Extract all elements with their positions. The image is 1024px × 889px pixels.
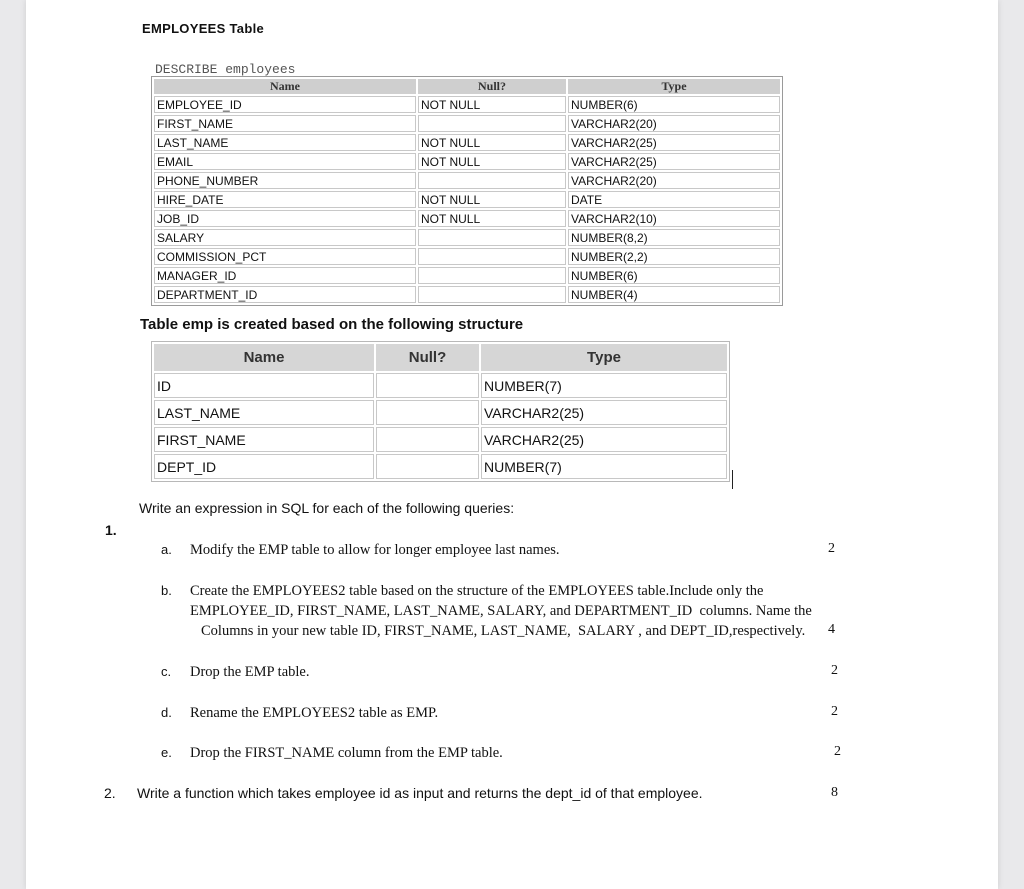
cell-name: FIRST_NAME <box>154 427 374 452</box>
cell-type: NUMBER(7) <box>481 373 727 398</box>
table-header-row <box>154 79 780 94</box>
question-part-letter: b. <box>161 583 172 598</box>
question-part-letter: c. <box>161 664 172 679</box>
cell-type: VARCHAR2(25) <box>481 427 727 452</box>
table-row <box>154 210 780 227</box>
question-part-text: Columns in your new table ID, FIRST_NAME, LAST_NAME, SALARY , and DEPT_ID,respectively. <box>201 623 806 639</box>
question-part-letter: a. <box>161 542 172 557</box>
question-part-letter: e. <box>161 745 172 760</box>
cell-type: VARCHAR2(20) <box>568 172 780 189</box>
cell-null <box>418 229 566 246</box>
question-part-marks: 2 <box>831 663 838 678</box>
cell-name: FIRST_NAME <box>154 115 416 132</box>
table-row <box>154 286 780 303</box>
cell-type: VARCHAR2(25) <box>481 400 727 425</box>
question-part-text: EMPLOYEE_ID, FIRST_NAME, LAST_NAME, SALARY, and DEPARTMENT_ID columns. Name the <box>190 603 812 619</box>
cell-type: NUMBER(8,2) <box>568 229 780 246</box>
cell-name: EMAIL <box>154 153 416 170</box>
cell-name: LAST_NAME <box>154 134 416 151</box>
describe-command: DESCRIBE employees <box>155 62 296 77</box>
cell-name: PHONE_NUMBER <box>154 172 416 189</box>
cell-type: NUMBER(2,2) <box>568 248 780 265</box>
question-part-marks: 4 <box>828 622 835 637</box>
column-header-type: Type <box>568 79 780 94</box>
cell-name: COMMISSION_PCT <box>154 248 416 265</box>
question-2-text: Write a function which takes employee id as input and returns the dept_id of that employee. <box>137 785 703 801</box>
table-row <box>154 400 727 425</box>
column-header-name: Name <box>154 344 374 371</box>
table-header-row <box>154 344 727 371</box>
cell-type: VARCHAR2(25) <box>568 134 780 151</box>
cell-null <box>376 454 479 479</box>
cell-name: HIRE_DATE <box>154 191 416 208</box>
question-part-letter: d. <box>161 705 172 720</box>
cell-null: NOT NULL <box>418 96 566 113</box>
employees-describe-table <box>151 76 783 306</box>
questions-intro: Write an expression in SQL for each of the following queries: <box>139 500 515 516</box>
cell-null <box>418 248 566 265</box>
table-row <box>154 373 727 398</box>
cell-name: EMPLOYEE_ID <box>154 96 416 113</box>
cell-null <box>418 115 566 132</box>
employees-table-body <box>154 96 780 303</box>
table-row <box>154 454 727 479</box>
cell-null <box>376 427 479 452</box>
cell-type: NUMBER(7) <box>481 454 727 479</box>
question-part-marks: 2 <box>831 704 838 719</box>
question-2-marks: 8 <box>831 785 838 800</box>
question-part-marks: 2 <box>828 541 835 556</box>
question-part-text: Drop the EMP table. <box>190 664 310 680</box>
cell-null: NOT NULL <box>418 191 566 208</box>
question-2-number: 2. <box>104 785 116 801</box>
table-row <box>154 153 780 170</box>
question-1-number: 1. <box>105 522 117 538</box>
cell-name: LAST_NAME <box>154 400 374 425</box>
question-part-text: Rename the EMPLOYEES2 table as EMP. <box>190 705 439 721</box>
cell-type: VARCHAR2(20) <box>568 115 780 132</box>
cell-type: NUMBER(6) <box>568 96 780 113</box>
cell-null: NOT NULL <box>418 134 566 151</box>
table-row <box>154 96 780 113</box>
column-header-null: Null? <box>376 344 479 371</box>
cell-null <box>418 267 566 284</box>
cell-name: DEPARTMENT_ID <box>154 286 416 303</box>
emp-table-title: Table emp is created based on the following structure <box>140 316 524 333</box>
table-row <box>154 191 780 208</box>
text-cursor <box>732 470 733 489</box>
cell-name: ID <box>154 373 374 398</box>
cell-null <box>376 400 479 425</box>
cell-null: NOT NULL <box>418 210 566 227</box>
cell-null <box>376 373 479 398</box>
cell-type: VARCHAR2(10) <box>568 210 780 227</box>
table-row <box>154 229 780 246</box>
cell-null <box>418 172 566 189</box>
cell-null <box>418 286 566 303</box>
emp-table-body <box>154 373 727 479</box>
cell-name: MANAGER_ID <box>154 267 416 284</box>
cell-name: JOB_ID <box>154 210 416 227</box>
cell-name: SALARY <box>154 229 416 246</box>
column-header-null: Null? <box>418 79 566 94</box>
cell-type: NUMBER(6) <box>568 267 780 284</box>
cell-type: VARCHAR2(25) <box>568 153 780 170</box>
employees-table-title: EMPLOYEES Table <box>142 21 265 36</box>
cell-type: NUMBER(4) <box>568 286 780 303</box>
table-row <box>154 172 780 189</box>
table-row <box>154 248 780 265</box>
question-part-text: Drop the FIRST_NAME column from the EMP table. <box>190 745 503 761</box>
table-row <box>154 115 780 132</box>
column-header-name: Name <box>154 79 416 94</box>
table-row <box>154 134 780 151</box>
cell-type: DATE <box>568 191 780 208</box>
column-header-type: Type <box>481 344 727 371</box>
table-row <box>154 427 727 452</box>
question-part-marks: 2 <box>834 744 841 759</box>
question-part-text: Modify the EMP table to allow for longer employee last names. <box>190 542 560 558</box>
emp-structure-table <box>151 341 730 482</box>
cell-name: DEPT_ID <box>154 454 374 479</box>
document-page <box>26 0 998 889</box>
table-row <box>154 267 780 284</box>
cell-null: NOT NULL <box>418 153 566 170</box>
question-part-text: Create the EMPLOYEES2 table based on the structure of the EMPLOYEES table.Include only the <box>190 583 764 599</box>
